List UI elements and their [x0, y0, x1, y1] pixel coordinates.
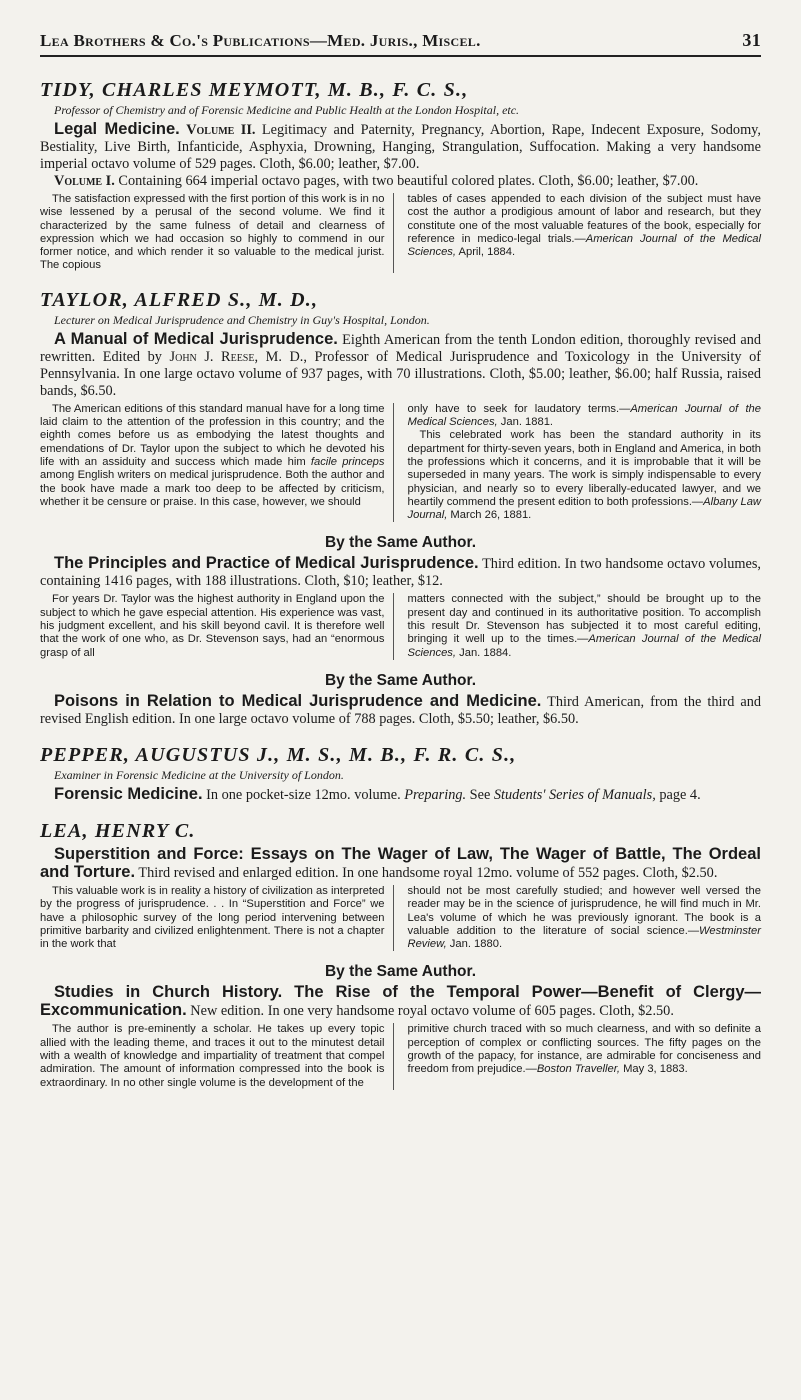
- book-entry: [40, 331, 761, 400]
- page-number: 31: [742, 30, 761, 50]
- catalog-page: [40, 0, 761, 1090]
- review-right: [408, 403, 762, 523]
- review-block: [40, 593, 761, 659]
- book-title: A Manual of Medical Jurisprudence.: [54, 329, 338, 348]
- author-credentials: Examiner in Forensic Medicine at the University of London.: [54, 767, 344, 782]
- book-description: Third revised and enlarged edition. In one handsome royal 12mo. volume of 552 pages. Cloth, $2.50.: [138, 864, 718, 881]
- tidy-section: [40, 79, 761, 273]
- review-right: [408, 193, 762, 273]
- running-header: [40, 30, 761, 57]
- book-entry: [40, 121, 761, 173]
- book-title: Forensic Medicine.: [54, 784, 203, 803]
- review-left: The satisfaction expressed with the first portion of this work is in no wise lessened by a perusal of the second volume. We find it characterized by the same fulness of detail and clearness of expression which we had occasion so highly to commend in our former notice, and which render it so valuable to the medical jurist. The copious: [40, 193, 394, 273]
- volume-label: Volume II.: [186, 122, 256, 138]
- book-description: Third edition. In two handsome octavo volumes, containing 1416 pages, with 188 illustrations. Cloth, $10; leather, $12.: [40, 556, 761, 590]
- book-title: Studies in Church History. The Rise of the Temporal Power—Benefit of Clergy—Excommunication.: [40, 983, 761, 1020]
- book-description: See: [469, 786, 491, 803]
- review-text: tables of cases appended to each division of the subject must have cost the author a prodigious amount of labor and research, but they constitute one of the most valuable features of the book, especially for reference in medico-legal trials.—: [407, 193, 761, 245]
- book-title: Poisons in Relation to Medical Jurisprudence and Medicine.: [54, 691, 542, 710]
- review-block: [40, 403, 761, 523]
- book-description: Eighth American from the tenth London edition, thoroughly revised and rewritten. Edited by: [40, 331, 761, 365]
- review-text: among English writers on medical jurisprudence. Both the author and the book have made a mark too deep to be affected by criticism, whether it be censure or praise. In this case, however, we should: [40, 469, 385, 508]
- author-heading: PEPPER, AUGUSTUS J., M. S., M. B., F. R. C. S.,: [40, 743, 517, 766]
- author-heading: TAYLOR, ALFRED S., M. D.,: [40, 288, 319, 311]
- review-text: This celebrated work has been the standard authority in its department for thirty-seven years, both in England and America, in both the professions which it concerns, and it is improbable that it will be superseded in many years. The work is simply indispensable to every physician, and nearly so to every liberally-educated lawyer, and we heartily commend the present edition to both professions.—: [407, 429, 761, 508]
- review-source: American Journal of the Medical Sciences,: [407, 402, 761, 429]
- review-text: primitive church traced with so much clearness, and with so definite a perception of complex or conflicting sources. The fifty pages on the growth of the papacy, for instance, are admirable for conciseness and freedom from prejudice.—: [407, 1023, 761, 1076]
- review-date: March 26, 1881.: [447, 509, 532, 522]
- book-description: New edition. In one very handsome royal octavo volume of 605 pages. Cloth, $2.50.: [190, 1003, 674, 1020]
- editor-name: John J. Reese,: [169, 348, 259, 365]
- taylor-section: [40, 289, 761, 728]
- by-same-author: By the Same Author.: [324, 671, 476, 689]
- review-source: Boston Traveller,: [536, 1063, 620, 1076]
- review-left: For years Dr. Taylor was the highest authority in England upon the subject to which he gave especial attention. His experience was vast, his judgment excellent, and his skill beyond cavil. It is therefore well that the work of one who, as Dr. Stevenson says, had an “enormous grasp of all: [40, 593, 394, 659]
- book-entry: [40, 555, 761, 590]
- review-block: [40, 885, 761, 951]
- review-right: [408, 593, 762, 659]
- running-header-title: Lea Brothers & Co.'s Publications—Med. Juris., Miscel.: [40, 31, 481, 50]
- author-credentials: Lecturer on Medical Jurisprudence and Chemistry in Guy's Hospital, London.: [54, 312, 430, 327]
- review-block: [40, 193, 761, 273]
- book-entry: [40, 786, 761, 804]
- review-left: [40, 403, 394, 523]
- review-text: The American editions of this standard manual have for a long time laid claim to the attention of the profession in this country; and the eighth comes before us as embodying the latest thoughts and emendations of Dr. Taylor upon the subject to which he devoted his life with an assiduity and success which made him: [40, 402, 385, 468]
- author-heading: LEA, HENRY C.: [40, 819, 196, 842]
- review-date: Jan. 1881.: [497, 416, 554, 429]
- review-source: Albany Law Journal,: [407, 495, 761, 522]
- review-left: The author is pre-eminently a scholar. He takes up every topic allied with the leading theme, and traces it out to the minutest detail with a wealth of knowledge and impartiality of treatment that compel admiration. The amount of information compressed into the book is extraordinary. In no other single volume is the development of the: [40, 1023, 394, 1089]
- status-note: Preparing.: [404, 786, 467, 803]
- review-date: May 3, 1883.: [619, 1063, 688, 1076]
- review-text: only have to seek for laudatory terms.—: [407, 402, 631, 415]
- review-right: [408, 885, 762, 951]
- by-same-author: By the Same Author.: [324, 534, 476, 552]
- review-block: [40, 1023, 761, 1089]
- review-date: April, 1884.: [456, 246, 516, 259]
- author-credentials: Professor of Chemistry and of Forensic Medicine and Public Health at the London Hospital, etc.: [54, 103, 520, 117]
- book-description: In one pocket-size 12mo. volume.: [206, 786, 401, 803]
- pepper-section: [40, 744, 761, 804]
- book-description: Legitimacy and Paternity, Pregnancy, Abortion, Rape, Indecent Exposure, Sodomy, Bestiality, Live Birth, Infanticide, Asphyxia, Drowning, Hanging, Strangulation, Suffocation. Making a very handsome imperial octavo volume of 529 pages. Cloth, $6.00; leather, $7.00.: [40, 122, 761, 172]
- review-right: [408, 1023, 762, 1089]
- by-same-author: By the Same Author.: [324, 963, 476, 981]
- book-description: Containing 664 imperial octavo pages, with two beautiful colored plates. Cloth, $6.00; leather, $7.00.: [118, 173, 699, 189]
- book-entry: [40, 984, 761, 1020]
- review-date: Jan. 1880.: [446, 938, 503, 951]
- book-description: M. D., Professor of Medical Jurisprudence and Toxicology in the University of Pennsylvania. In one large octavo volume of 937 pages, with 70 illustrations. Cloth, $5.00; leather, $6.00; half Russia, raised bands, $6.50.: [40, 348, 761, 399]
- book-title: The Principles and Practice of Medical Jurisprudence.: [54, 554, 479, 573]
- review-source: American Journal of the Medical Sciences,: [407, 232, 761, 259]
- volume-label: Volume I.: [54, 173, 115, 189]
- book-description: page 4.: [659, 786, 701, 803]
- review-text: should not be most carefully studied; and however well versed the reader may be in the science of jurisprudence, he will find much in Mr. Lea's volume of which he was previously ignorant. The book is a valuable addition to the literature of social science.—: [407, 884, 761, 937]
- book-title: Legal Medicine.: [54, 120, 180, 138]
- author-heading: TIDY, CHARLES MEYMOTT, M. B., F. C. S.,: [40, 79, 469, 101]
- review-source: Westminster Review,: [407, 924, 761, 951]
- review-text: matters connected with the subject,” should be brought up to the present day and continued in its authoritative position. To accomplish this result Dr. Stevenson has subjected it to most careful editing, bringing it well up to the times.—: [407, 593, 761, 646]
- review-emphasis: facile princeps: [310, 455, 385, 468]
- review-source: American Journal of the Medical Sciences,: [407, 633, 761, 659]
- book-entry: [40, 693, 761, 728]
- lea-section: [40, 820, 761, 1090]
- review-date: Jan. 1884.: [456, 646, 512, 659]
- book-entry: [40, 846, 761, 882]
- book-title: Superstition and Force: Essays on The Wager of Law, The Wager of Battle, The Ordeal and Torture.: [40, 844, 761, 881]
- review-left: This valuable work is in reality a history of civilization as interpreted by the progress of jurisprudence. . . In “Superstition and Force” we have a philosophic survey of the long period intervening between primitive barbarity and civilized enlightenment. There is not a chapter in the work that: [40, 885, 394, 951]
- series-reference: Students' Series of Manuals,: [493, 786, 656, 803]
- book-entry: [40, 173, 761, 190]
- book-description: Third American, from the third and revised English edition. In one large octavo volume of 788 pages. Cloth, $5.50; leather, $6.50.: [40, 693, 761, 727]
